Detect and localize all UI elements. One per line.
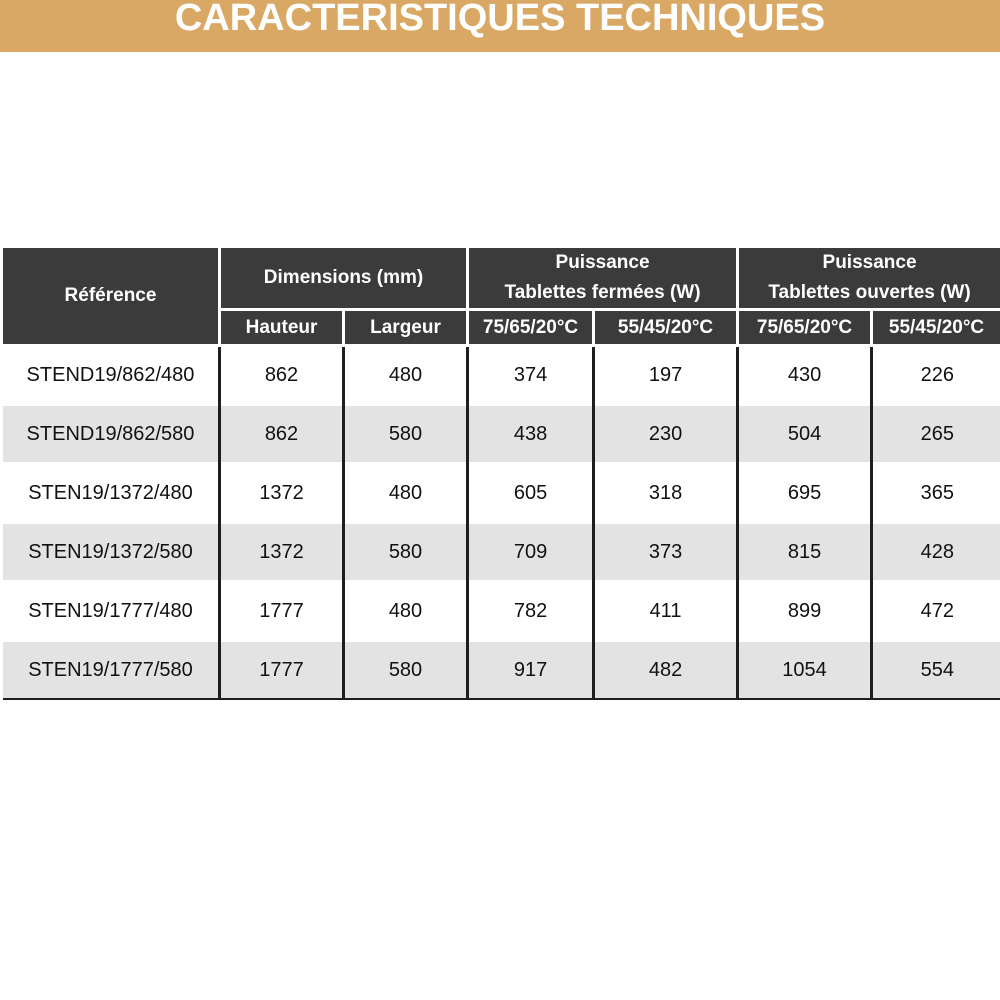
table-row [2,464,1000,523]
table-row [2,405,1000,464]
cell-largeur: 480 [344,346,468,405]
cell-largeur: 580 [344,641,468,700]
header-puissance-fermees [468,247,738,310]
cell-ouvertes-55: 226 [872,346,1000,405]
cell-fermees-75: 438 [468,405,594,464]
header-puissance-ouvertes [738,247,1000,310]
header-puissance-ouvertes-line1: Puissance [822,252,917,273]
cell-ouvertes-75: 815 [738,523,872,582]
cell-largeur: 580 [344,523,468,582]
cell-fermees-75: 782 [468,582,594,641]
cell-largeur: 480 [344,464,468,523]
header-fermees-55: 55/45/20°C [594,310,738,346]
cell-ouvertes-75: 899 [738,582,872,641]
header-ouvertes-55: 55/45/20°C [872,310,1000,346]
cell-fermees-75: 605 [468,464,594,523]
cell-reference: STEN19/1777/480 [2,582,220,641]
cell-fermees-55: 482 [594,641,738,700]
cell-ouvertes-55: 554 [872,641,1000,700]
table-row [2,523,1000,582]
cell-fermees-55: 230 [594,405,738,464]
cell-ouvertes-75: 1054 [738,641,872,700]
cell-hauteur: 862 [220,346,344,405]
cell-fermees-75: 374 [468,346,594,405]
cell-reference: STEND19/862/580 [2,405,220,464]
cell-ouvertes-75: 504 [738,405,872,464]
cell-hauteur: 1777 [220,641,344,700]
cell-fermees-55: 318 [594,464,738,523]
header-largeur: Largeur [344,310,468,346]
title-banner [0,0,1000,52]
header-reference: Référence [2,247,220,346]
specs-table [0,245,1000,700]
table-row [2,582,1000,641]
header-puissance-fermees-line1: Puissance [555,252,650,273]
cell-reference: STEND19/862/480 [2,346,220,405]
cell-fermees-75: 917 [468,641,594,700]
cell-largeur: 580 [344,405,468,464]
cell-hauteur: 1372 [220,464,344,523]
cell-ouvertes-55: 428 [872,523,1000,582]
cell-fermees-55: 373 [594,523,738,582]
cell-ouvertes-75: 430 [738,346,872,405]
cell-fermees-55: 197 [594,346,738,405]
header-puissance-ouvertes-line2: Tablettes ouvertes (W) [768,282,971,303]
cell-ouvertes-55: 472 [872,582,1000,641]
header-ouvertes-75: 75/65/20°C [738,310,872,346]
cell-ouvertes-75: 695 [738,464,872,523]
header-puissance-fermees-line2: Tablettes fermées (W) [504,282,701,303]
cell-reference: STEN19/1777/580 [2,641,220,700]
cell-largeur: 480 [344,582,468,641]
table-row [2,641,1000,700]
cell-fermees-55: 411 [594,582,738,641]
cell-fermees-75: 709 [468,523,594,582]
cell-reference: STEN19/1372/480 [2,464,220,523]
cell-reference: STEN19/1372/580 [2,523,220,582]
cell-ouvertes-55: 365 [872,464,1000,523]
page-title: CARACTERISTIQUES TECHNIQUES [174,0,826,39]
cell-hauteur: 862 [220,405,344,464]
cell-ouvertes-55: 265 [872,405,1000,464]
header-hauteur: Hauteur [220,310,344,346]
cell-hauteur: 1777 [220,582,344,641]
header-fermees-75: 75/65/20°C [468,310,594,346]
cell-hauteur: 1372 [220,523,344,582]
header-dimensions: Dimensions (mm) [220,247,468,310]
table-row [2,346,1000,405]
